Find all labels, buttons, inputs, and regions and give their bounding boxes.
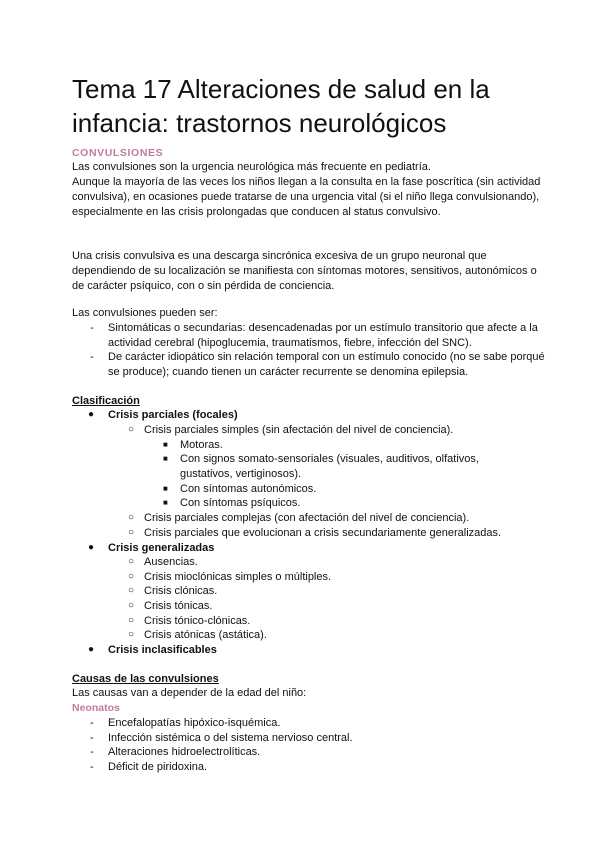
list-item: Con síntomas autonómicos. [180,483,317,495]
list-item: Crisis clónicas. [144,585,218,597]
list-item: Crisis tónico-clónicas. [144,615,251,627]
list-item: Con síntomas psíquicos. [180,497,301,509]
bullet-icon: ● [88,409,95,420]
page-title: Tema 17 Alteraciones de salud en la infancia: trastornos neurológicos [72,74,490,138]
dash-bullet: - [90,322,94,334]
circle-bullet-icon: ○ [128,585,135,596]
list-item: Crisis inclasificables [108,644,217,656]
list-item: Infección sistémica o del sistema nervioso central. [108,732,353,744]
paragraph-2: Aunque la mayoría de las veces los niños llegan a la consulta en la fase poscrítica (sin actividad convulsiva), en ocasiones puede tratarse de una urgencia vital (si el niño llega convulsionando), especialmente en las crisis prolongadas que conducen al status convulsivo. [72,176,541,218]
dash-bullet: - [90,746,94,758]
paragraph-4: Las convulsiones pueden ser: [72,307,218,319]
dash-bullet: - [90,732,94,744]
section-label-convulsiones: CONVULSIONES [72,147,164,159]
circle-bullet-icon: ○ [128,556,135,567]
list-item: De carácter idiopático sin relación temporal con un estímulo conocido (no se sabe porqué se produce); cuando tienen un carácter recurrente se denomina epilepsia. [108,351,545,378]
list-item: Ausencias. [144,556,198,568]
paragraph-causas-intro: Las causas van a depender de la edad del niño: [72,687,307,699]
list-item: Alteraciones hidroelectrolíticas. [108,746,261,758]
bullet-icon: ● [88,644,95,655]
circle-bullet-icon: ○ [128,571,135,582]
list-item: Crisis parciales simples (sin afectación del nivel de conciencia). [144,424,454,436]
circle-bullet-icon: ○ [128,615,135,626]
bullet-icon: ● [88,542,95,553]
list-item: Motoras. [180,439,223,451]
circle-bullet-icon: ○ [128,527,135,538]
list-item: Crisis atónicas (astática). [144,629,267,641]
dash-bullet: - [90,761,94,773]
section-heading-clasificacion: Clasificación [72,395,140,407]
list-item: Crisis tónicas. [144,600,213,612]
list-item: Crisis parciales que evolucionan a crisis secundariamente generalizadas. [144,527,502,539]
list-item: Sintomáticas o secundarias: desencadenadas por un estímulo transitorio que afecte a la actividad cerebral (hipoglucemia, traumatismos, fiebre, infección del SNC). [108,322,538,349]
list-item: Crisis mioclónicas simples o múltiples. [144,571,332,583]
square-bullet-icon: ■ [163,498,168,507]
list-item: Crisis parciales (focales) [108,409,238,421]
list-item: Con signos somato-sensoriales (visuales, auditivos, olfativos, gustativos, vertiginosos). [180,453,479,480]
section-label-neonatos: Neonatos [72,702,120,714]
list-item: Déficit de piridoxina. [108,761,208,773]
list-item: Crisis generalizadas [108,542,215,554]
square-bullet-icon: ■ [163,440,168,449]
circle-bullet-icon: ○ [128,629,135,640]
dash-bullet: - [90,351,94,363]
circle-bullet-icon: ○ [128,424,135,435]
paragraph-3: Una crisis convulsiva es una descarga sincrónica excesiva de un grupo neuronal que dependiendo de su localización se manifiesta con síntomas motores, sensitivos, autonómicos o de carácter psíquico, con o sin pérdida de conciencia. [72,250,537,292]
list-item: Encefalopatías hipóxico-isquémica. [108,717,281,729]
paragraph-1: Las convulsiones son la urgencia neurológica más frecuente en pediatría. [72,161,431,173]
circle-bullet-icon: ○ [128,600,135,611]
section-heading-causas: Causas de las convulsiones [72,673,219,685]
dash-bullet: - [90,717,94,729]
list-item: Crisis parciales complejas (con afectación del nivel de conciencia). [144,512,470,524]
square-bullet-icon: ■ [163,484,168,493]
square-bullet-icon: ■ [163,454,168,463]
circle-bullet-icon: ○ [128,512,135,523]
